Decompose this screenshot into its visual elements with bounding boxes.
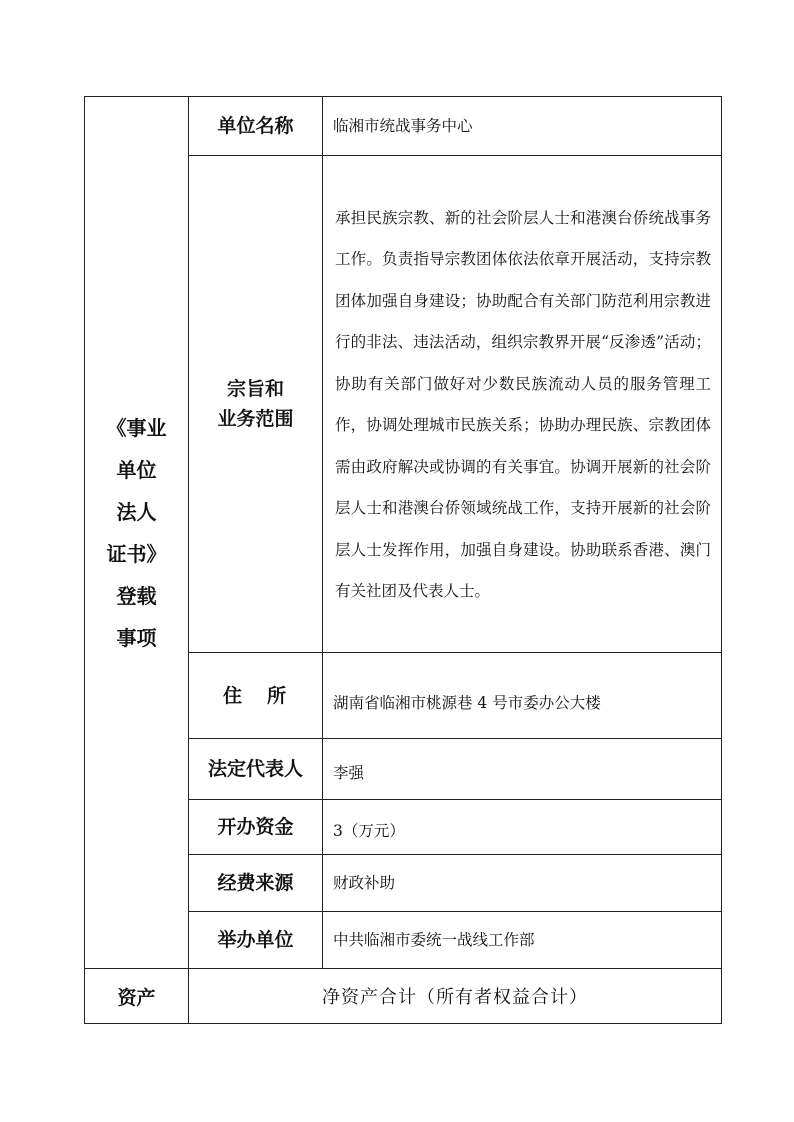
legal-rep-label: 法定代表人 [189,739,323,800]
address-label-char: 住 [223,684,243,707]
sponsor-label: 举办单位 [189,912,323,969]
scope-label-line: 宗旨和 [226,378,284,400]
address-value: 湖南省临湘市桃源巷 4 号市委办公大楼 [323,653,722,739]
section-title-line: 单位 [116,457,157,482]
sponsor-value: 中共临湘市委统一战线工作部 [323,912,722,969]
unit-name-value: 临湘市统战事务中心 [323,97,722,156]
registration-table [84,96,722,1024]
scope-label [189,156,323,653]
scope-value: 承担民族宗教、新的社会阶层人士和港澳台侨统战事务工作。负责指导宗教团体依法依章开展活动，支持宗教团体加强自身建设；协助配合有关部门防范利用宗教进行的非法、违法活动，组织宗教界开展“反渗透”活动；协助有关部门做好对少数民族流动人员的服务管理工作，协调处理城市民族关系；协助办理民族、宗教团体需由政府解决或协调的有关事宜。协调开展新的社会阶层人士和港澳台侨领域统战工作，支持开展新的社会阶层人士发挥作用，加强自身建设。协助联系香港、澳门有关社团及代表人士。 [323,156,722,653]
section-title-line: 法人 [116,499,157,524]
section-title-line: 登载 [116,583,157,608]
section-title-line: 事项 [116,625,157,650]
address-label [189,653,323,739]
legal-rep-value: 李强 [323,739,722,800]
unit-name-label: 单位名称 [189,97,323,156]
section-title-line: 证书》 [106,541,167,566]
capital-label: 开办资金 [189,800,323,855]
assets-label: 资产 [85,969,189,1024]
funding-value: 财政补助 [323,855,722,912]
unit-name-row [85,97,722,156]
section-title-line: 《事业 [106,415,167,440]
certificate-section-title [85,97,189,969]
assets-row [85,969,722,1024]
assets-value: 净资产合计（所有者权益合计） [189,969,722,1024]
funding-label: 经费来源 [189,855,323,912]
scope-label-line: 业务范围 [217,408,294,430]
capital-value: 3（万元） [323,800,722,855]
address-label-char: 所 [266,684,286,707]
